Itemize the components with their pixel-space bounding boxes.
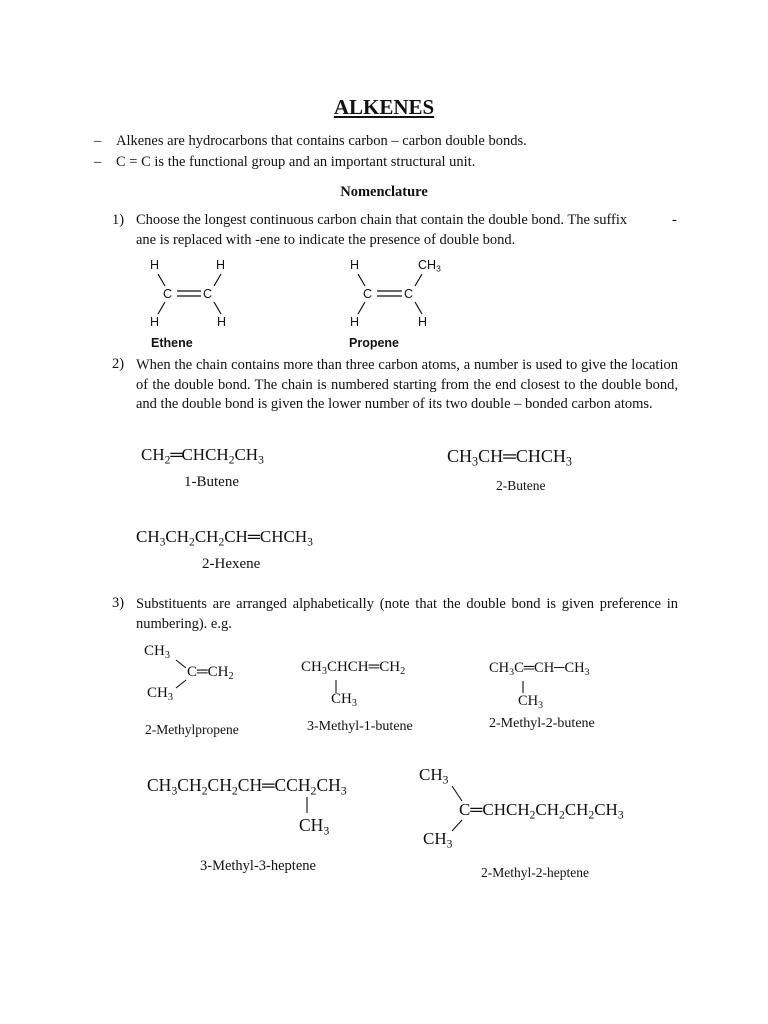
rule-1-line-1-end: - [672, 212, 677, 228]
rule-2-text: When the chain contains more than three carbon atoms, a number is used to give the location of the double bond. The chain is numbered starting from the end closest to the double bond, and the double bond is given the lower number of its two double – bonded carbon atoms. [136, 357, 678, 412]
group-label: $CH_3$ [147, 685, 173, 704]
rule-3-text: Substituents are arranged alphabetically (note that the double bond is given preference in numbering). e.g. [136, 596, 678, 632]
compound-name: 3-Methyl-1-butene [307, 719, 413, 734]
group-label: $CH_3$ [144, 643, 170, 662]
group-label: $C═CHCH_2CH_2CH_2CH_3$ [459, 800, 624, 822]
atom-label: H [350, 258, 360, 272]
atom-label: C [404, 287, 414, 301]
intro-text-2: C = C is the functional group and an important structural unit. [116, 154, 476, 170]
compound-name: 1-Butene [184, 474, 239, 490]
atom-label: C [203, 287, 213, 301]
group-label: $CH_3$ [423, 829, 453, 851]
bullet-dash: – [94, 133, 102, 149]
group-label: $CH_3$ [299, 815, 330, 838]
compound-name: 2-Hexene [202, 556, 261, 572]
group-label: $CH_3CHCH═CH_2$ [301, 659, 406, 678]
group-label: $CH_3$ [518, 693, 544, 711]
atom-label: H [150, 258, 160, 272]
rule-1-line-2: ane is replaced with -ene to indicate the presence of double bond. [136, 232, 516, 248]
formula-1-butene: $CH_2═CHCH_2CH_3$ [141, 445, 264, 467]
page-title: ALKENES [333, 95, 435, 119]
structure-name: Propene [349, 336, 400, 350]
atom-label: H [150, 315, 160, 329]
compound-name: 3-Methyl-3-heptene [200, 858, 316, 874]
atom-label: C [163, 287, 173, 301]
formula-2-butene: $CH_3CH═CHCH_3$ [447, 446, 573, 469]
atom-label: $CH_3$ [418, 258, 441, 274]
rule-1-line-1: Choose the longest continuous carbon chain that contain the double bond. The suffix [136, 212, 628, 228]
rule-number-3: 3) [112, 595, 125, 611]
bullet-dash: – [94, 154, 102, 170]
intro-text-1: Alkenes are hydrocarbons that contains carbon – carbon double bonds. [116, 133, 527, 149]
group-label: $CH_3$ [331, 691, 357, 710]
section-heading: Nomenclature [340, 184, 428, 200]
group-label: $CH_3CH_2CH_2CH═CCH_2CH_3$ [147, 775, 347, 798]
atom-label: H [350, 315, 360, 329]
atom-label: H [217, 315, 227, 329]
structure-name: Ethene [151, 336, 193, 350]
compound-name: 2-Butene [496, 478, 546, 493]
compound-name: 2-Methylpropene [145, 722, 239, 737]
group-label: $CH_3$ [419, 765, 449, 787]
atom-label: H [418, 315, 428, 329]
formula-2-hexene: $CH_3CH_2CH_2CH═CHCH_3$ [136, 527, 313, 549]
atom-label: C [363, 287, 373, 301]
rule-number-1: 1) [112, 212, 125, 228]
atom-label: H [216, 258, 226, 272]
compound-name: 2-Methyl-2-butene [489, 716, 595, 731]
group-label: $C═CH_2$ [187, 664, 234, 683]
group-label: $CH_3C═CH─CH_3$ [489, 660, 590, 678]
compound-name: 2-Methyl-2-heptene [481, 865, 589, 880]
rule-number-2: 2) [112, 356, 125, 372]
